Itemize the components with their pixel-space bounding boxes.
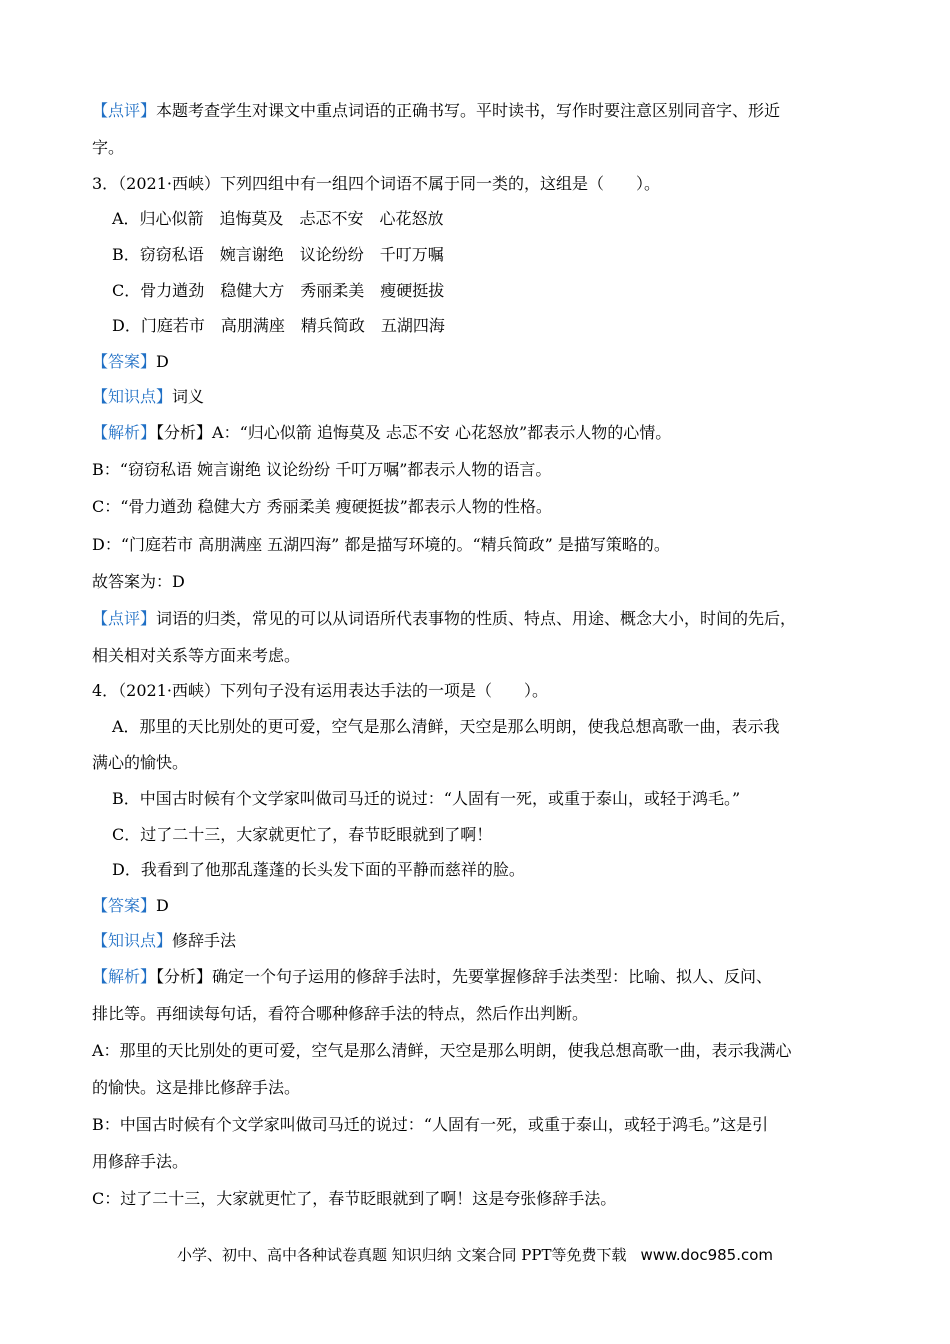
text-line: [92, 966, 772, 988]
line-text: 相关相对关系等方面来考虑。: [92, 646, 301, 665]
text-line: [92, 608, 796, 630]
text-line: [112, 824, 492, 846]
text-line: [92, 645, 300, 667]
text-line: [92, 496, 552, 518]
section-label: 【解析】: [92, 967, 157, 986]
line-text: C．骨力遒劲 稳健大方 秀丽柔美 瘦硬挺拔: [112, 281, 445, 300]
line-text: B：“窃窃私语 婉言谢绝 议论纷纷 千叮万嘱”都表示人物的语言。: [92, 460, 552, 479]
section-label: 【知识点】: [92, 387, 173, 406]
section-label: 【答案】: [92, 352, 157, 371]
line-text: 排比等。再细读每句话，看符合哪种修辞手法的特点，然后作出判断。: [92, 1004, 589, 1023]
line-text: 【分析】A：“归心似箭 追悔莫及 忐忑不安 心花怒放”都表示人物的心情。: [156, 423, 672, 442]
text-line: [92, 422, 671, 444]
line-text: C：“骨力遒劲 稳健大方 秀丽柔美 瘦硬挺拔”都表示人物的性格。: [92, 497, 552, 516]
text-line: [92, 1077, 300, 1099]
line-text: D．门庭若市 高朋满座 精兵简政 五湖四海: [112, 316, 445, 335]
page-footer: [0, 1244, 950, 1265]
text-line: [92, 534, 670, 556]
line-text: C：过了二十三，大家就更忙了，春节眨眼就到了啊！这是夸张修辞手法。: [92, 1189, 617, 1208]
line-text: D: [156, 352, 169, 371]
line-text: A：那里的天比别处的更可爱，空气是那么清鲜，天空是那么明朗，使我总想高歌一曲，表示我满心: [92, 1041, 792, 1060]
line-text: D：“门庭若市 高朋满座 五湖四海” 都是描写环境的。“精兵简政” 是描写策略的。: [92, 535, 670, 554]
text-line: [92, 1114, 768, 1136]
section-label: 【点评】: [92, 609, 157, 628]
text-line: [92, 137, 124, 159]
text-line: [112, 788, 740, 810]
text-line: [112, 280, 444, 302]
line-text: 3．（2021·西峡）下列四组中有一组四个词语不属于同一类的，这组是（ ）。: [92, 174, 660, 193]
text-line: [112, 716, 780, 738]
line-text: D．我看到了他那乱蓬蓬的长头发下面的平静而慈祥的脸。: [112, 860, 525, 879]
text-line: [92, 1188, 616, 1210]
line-text: 字。: [92, 138, 125, 157]
footer-url: www.doc985.com: [640, 1246, 774, 1264]
text-line: [92, 571, 185, 593]
line-text: B．窃窃私语 婉言谢绝 议论纷纷 千叮万嘱: [112, 245, 444, 264]
line-text: 词义: [172, 387, 205, 406]
line-text: B：中国古时候有个文学家叫做司马迁的说过：“人固有一死，或重于泰山，或轻于鸿毛。”这是引: [92, 1115, 769, 1134]
line-text: A．归心似箭 追悔莫及 忐忑不安 心花怒放: [112, 209, 444, 228]
section-label: 【点评】: [92, 101, 157, 120]
line-text: 用修辞手法。: [92, 1152, 189, 1171]
line-text: 故答案为：D: [92, 572, 185, 591]
line-text: D: [156, 896, 169, 915]
line-text: 满心的愉快。: [92, 753, 189, 772]
text-line: [112, 859, 525, 881]
text-line: [92, 100, 780, 122]
line-text: 词语的归类，常见的可以从词语所代表事物的性质、特点、用途、概念大小，时间的先后，: [156, 609, 797, 628]
text-line: [92, 351, 169, 373]
footer-text: 小学、初中、高中各种试卷真题 知识归纳 文案合同 PPT等免费下载: [176, 1246, 627, 1264]
section-label: 【解析】: [92, 423, 157, 442]
line-text: C．过了二十三，大家就更忙了，春节眨眼就到了啊！: [112, 825, 493, 844]
text-line: [92, 173, 660, 195]
text-line: [92, 1040, 792, 1062]
text-line: [92, 1003, 588, 1025]
text-line: [112, 208, 444, 230]
text-line: [112, 244, 444, 266]
line-text: B．中国古时候有个文学家叫做司马迁的说过：“人固有一死，或重于泰山，或轻于鸿毛。”: [112, 789, 741, 808]
line-text: A．那里的天比别处的更可爱，空气是那么清鲜，天空是那么明朗，使我总想高歌一曲，表示我: [112, 717, 780, 736]
text-line: [92, 930, 236, 952]
section-label: 【知识点】: [92, 931, 173, 950]
text-line: [92, 459, 551, 481]
text-line: [92, 752, 188, 774]
text-line: [92, 895, 169, 917]
line-text: 本题考查学生对课文中重点词语的正确书写。平时读书，写作时要注意区别同音字、形近: [156, 101, 781, 120]
line-text: 的愉快。这是排比修辞手法。: [92, 1078, 301, 1097]
text-line: [112, 315, 445, 337]
line-text: 修辞手法: [172, 931, 237, 950]
line-text: 【分析】确定一个句子运用的修辞手法时，先要掌握修辞手法类型：比喻、拟人、反问、: [156, 967, 773, 986]
line-text: 4．（2021·西峡）下列句子没有运用表达手法的一项是（ ）。: [92, 681, 548, 700]
section-label: 【答案】: [92, 896, 157, 915]
text-line: [92, 386, 204, 408]
text-line: [92, 1151, 188, 1173]
text-line: [92, 680, 548, 702]
